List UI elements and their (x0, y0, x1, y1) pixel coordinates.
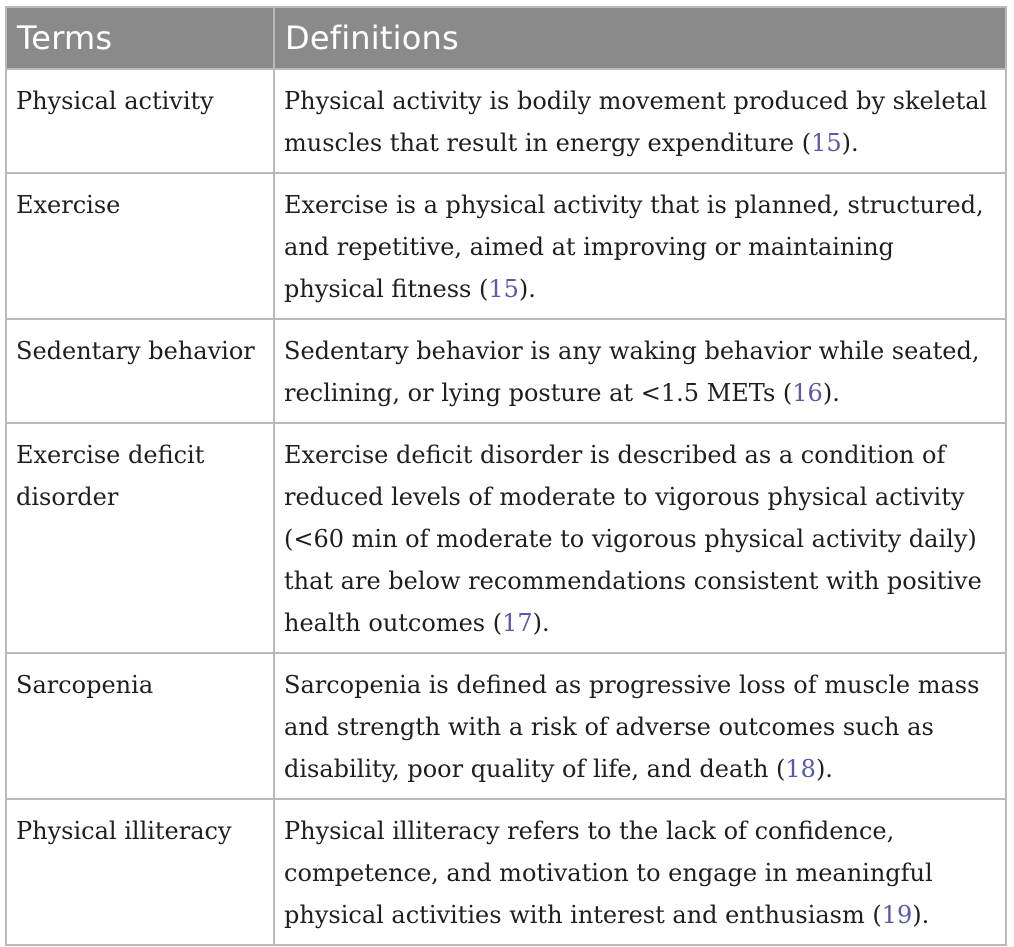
reference-link[interactable]: 16 (792, 379, 823, 407)
definition-suffix: ). (815, 755, 833, 783)
definition-text: Exercise is a physical activity that is planned, structured, and repetitive, aimed at improving or maintaining physical fitness ( (284, 191, 984, 303)
reference-link[interactable]: 18 (785, 755, 816, 783)
definition-cell (274, 69, 1006, 173)
table-row (6, 319, 1006, 423)
definition-cell (274, 173, 1006, 319)
definition-text: Physical illiteracy refers to the lack of confidence, competence, and motivation to engage in meaningful physical activities with interest and enthusiasm ( (284, 817, 933, 929)
definition-suffix: ). (912, 901, 930, 929)
term-cell: Physical activity (6, 69, 274, 173)
definitions-table (5, 6, 1007, 946)
term-cell: Physical illiteracy (6, 799, 274, 945)
term-cell: Sedentary behavior (6, 319, 274, 423)
definitions-table-container (5, 6, 1005, 946)
table-row (6, 423, 1006, 653)
definition-text: Physical activity is bodily movement produced by skeletal muscles that result in energy expenditure ( (284, 87, 988, 157)
definition-text: Sarcopenia is defined as progressive loss of muscle mass and strength with a risk of adverse outcomes such as disability, poor quality of life, and death ( (284, 671, 980, 783)
definition-suffix: ). (822, 379, 840, 407)
table-row (6, 799, 1006, 945)
table-row (6, 69, 1006, 173)
definition-suffix: ). (518, 275, 536, 303)
term-cell: Sarcopenia (6, 653, 274, 799)
definition-cell (274, 799, 1006, 945)
definition-suffix: ). (841, 129, 859, 157)
header-definitions: Definitions (274, 7, 1006, 69)
header-terms: Terms (6, 7, 274, 69)
term-cell: Exercise (6, 173, 274, 319)
reference-link[interactable]: 15 (488, 275, 519, 303)
definition-cell (274, 319, 1006, 423)
term-cell: Exercise deficit disorder (6, 423, 274, 653)
definition-cell (274, 653, 1006, 799)
table-row (6, 173, 1006, 319)
reference-link[interactable]: 17 (502, 609, 533, 637)
definition-cell (274, 423, 1006, 653)
definition-suffix: ). (532, 609, 550, 637)
reference-link[interactable]: 19 (881, 901, 913, 929)
table-row (6, 653, 1006, 799)
definition-text: Exercise deficit disorder is described as a condition of reduced levels of moderate to vigorous physical activity (<60 min of moderate to vigorous physical activity daily) that are below recommendations consistent with positive health outcomes ( (284, 441, 982, 637)
definition-text: Sedentary behavior is any waking behavior while seated, reclining, or lying posture at <1.5 METs ( (284, 337, 980, 407)
table-header-row (6, 7, 1006, 69)
reference-link[interactable]: 15 (811, 129, 842, 157)
